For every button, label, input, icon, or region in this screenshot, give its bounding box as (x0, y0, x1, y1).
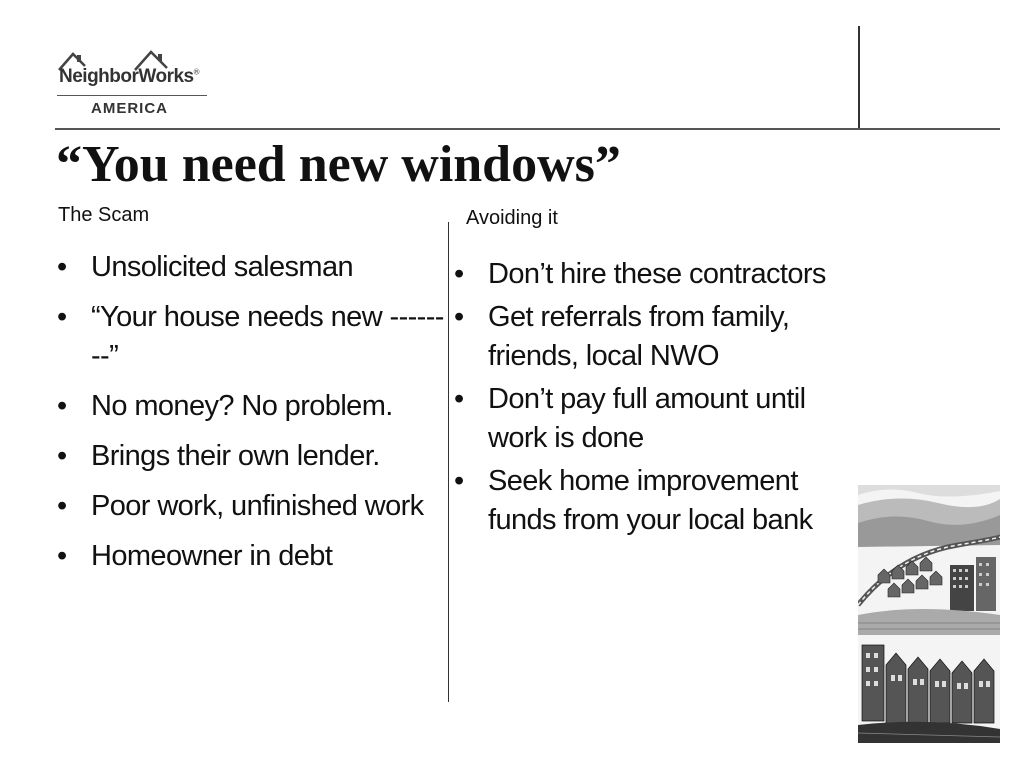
list-item: • Poor work, unfinished work (55, 487, 445, 526)
scam-list (55, 248, 445, 587)
bullet-icon: • (57, 490, 67, 522)
list-item: • Don’t pay full amount until work is done (452, 380, 842, 458)
bullet-icon: • (57, 540, 67, 572)
avoiding-heading: Avoiding it (466, 207, 558, 229)
town-illustration (858, 485, 1000, 743)
list-item: • Homeowner in debt (55, 537, 445, 576)
avoiding-list (452, 255, 842, 544)
list-item: • Unsolicited salesman (55, 248, 445, 287)
bullet-icon: • (454, 258, 464, 290)
bullet-icon: • (57, 440, 67, 472)
bullet-icon: • (454, 301, 464, 333)
column-divider (448, 222, 449, 702)
horizontal-rule (55, 128, 1000, 130)
bullet-icon: • (454, 383, 464, 415)
list-item: • Seek home improvement funds from your local bank (452, 462, 842, 540)
list-item: • “Your house needs new --------” (55, 298, 445, 376)
logo-subtitle: AMERICA (91, 100, 168, 117)
list-item: • Brings their own lender. (55, 437, 445, 476)
list-item: • Don’t hire these contractors (452, 255, 842, 294)
vertical-rule (858, 26, 860, 128)
logo-wordmark: NeighborWorks® (59, 66, 200, 87)
list-item: • Get referrals from family, friends, local NWO (452, 298, 842, 376)
bullet-icon: • (454, 465, 464, 497)
bullet-icon: • (57, 390, 67, 422)
neighborworks-logo (55, 48, 215, 120)
logo-rule (57, 95, 207, 96)
scam-heading: The Scam (58, 204, 150, 226)
town-landscape-icon (858, 485, 1000, 743)
slide-title: “You need new windows” (56, 136, 621, 193)
bullet-icon: • (57, 301, 67, 333)
bullet-icon: • (57, 251, 67, 283)
list-item: • No money? No problem. (55, 387, 445, 426)
